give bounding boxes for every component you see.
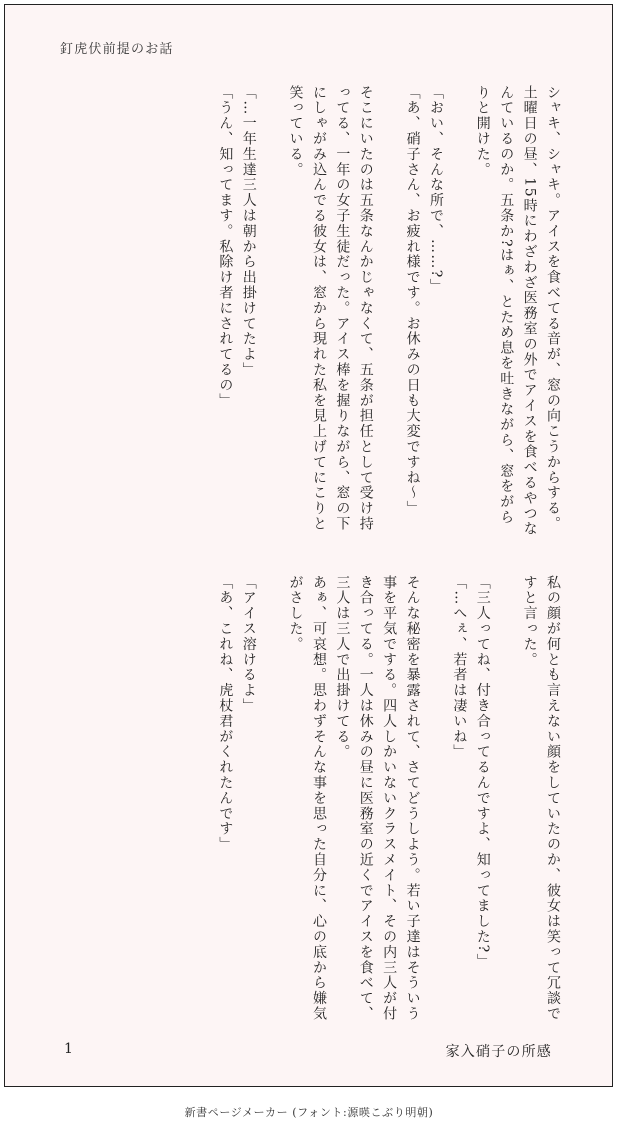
paragraph: シャキ、シャキ。アイスを食べてる音が、窓の向こうからする。土曜日の昼、15時にわざわざ医務室の外でアイスを食べるやつなんているのか。五条か?はぁ、とため息を吐きながら、窓をがらりと開けた。 [474, 85, 561, 537]
page-number: 1 [64, 1041, 73, 1057]
paragraph [447, 85, 470, 537]
paragraph: 「三人ってね、付き合ってるんですよ、知ってました?」 [474, 575, 491, 969]
generator-credit: 新書ページメーカー (フォント:源暎こぶり明朝) [184, 1106, 434, 1119]
paragraph: 「あ、これね、虎杖君がくれたんです」 [217, 575, 234, 853]
chapter-title: 家入硝子の所感 [445, 1044, 552, 1060]
paragraph [260, 85, 283, 537]
paragraph: 「アイス溶けるよ」 [240, 575, 257, 714]
paragraph: そんな秘密を暴露されて、さてどうしよう。若い子達はそういう事を平気でする。四人しかいないクラスメイト、その内三人が付き合ってる。一人は休みの昼に医務室の近くでアイスを食べて、三人は三人で出掛けてる。 [334, 575, 421, 1022]
paragraph [424, 575, 447, 1035]
paragraph: 「うん、知ってます。私除け者にされてるの」 [217, 85, 234, 409]
paragraph [260, 575, 283, 1035]
paragraph [494, 575, 517, 1035]
upper-text-block [213, 85, 564, 537]
paragraph: 私の顔が何とも言えない顔をしていたのか、彼女は笑って冗談ですと言った。 [521, 575, 561, 1022]
paragraph: 「…一年生達三人は朝から出掛けてたよ」 [240, 85, 257, 378]
paragraph: 「おい、そんな所で、……?」 [427, 85, 444, 295]
paragraph [377, 85, 400, 537]
lower-text-block [213, 575, 564, 1035]
paragraph: そこにいたのは五条なんかじゃなくて、五条が担任として受け持ってる、一年の女子生徒だった。アイス棒を握りながら、窓の下にしゃがみ込んでる彼女は、窓から現れた私を見上げてにこりと笑っている。 [287, 85, 374, 532]
paragraph: 「…へぇ、若者は凄いね」 [451, 575, 468, 760]
paragraph: 「あ、硝子さん、お疲れ様です。お休みの日も大変ですね〜」 [404, 85, 421, 517]
paragraph: あぁ、可哀想。思わずそんな事を思った自分に、心の底から嫌気がさした。 [287, 575, 327, 1022]
page-frame [4, 4, 613, 1087]
page-header-title: 釘虎伏前提のお話 [60, 42, 174, 57]
